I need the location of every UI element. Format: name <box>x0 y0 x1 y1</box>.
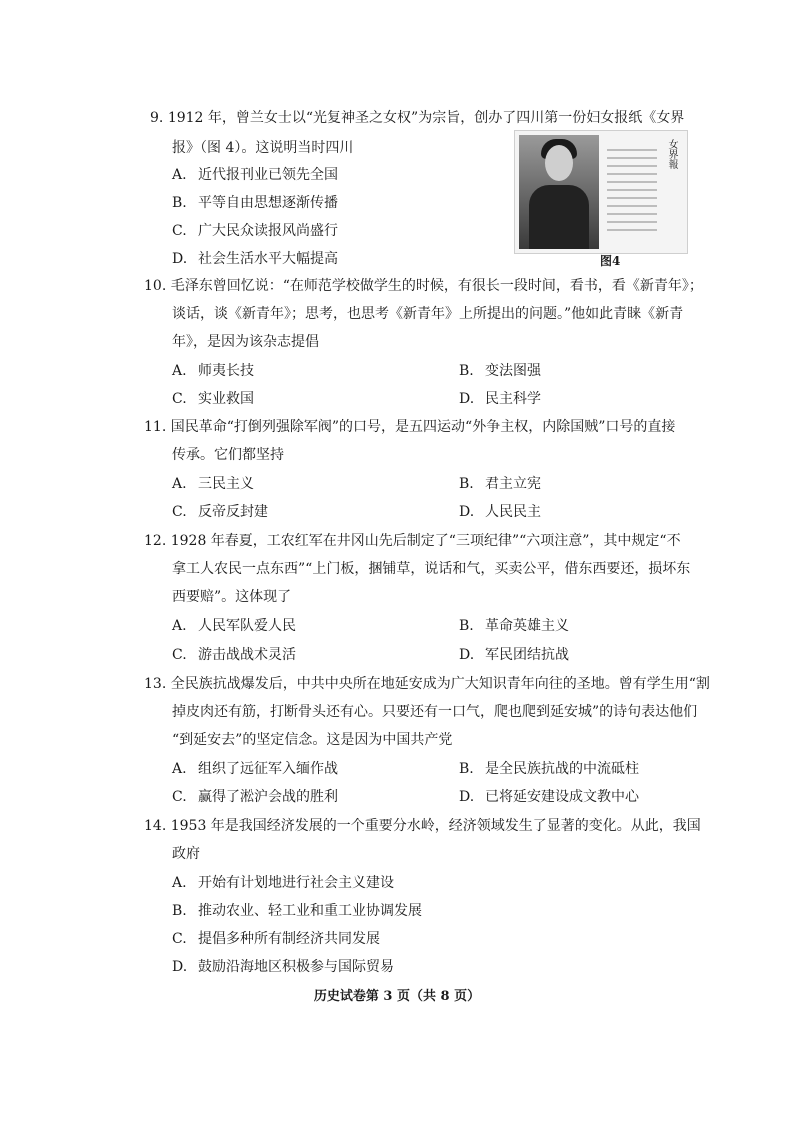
option-11-c[interactable]: C. 反帝反封建 <box>172 504 268 520</box>
question-11-line-2: 传承。它们都坚持 <box>172 447 284 463</box>
question-9-line-1: 9. 1912 年，曾兰女士以“光复神圣之女权”为宗旨，创办了四川第一份妇女报纸《女界 <box>150 110 685 126</box>
portrait-photo <box>519 135 599 249</box>
question-number: 12. <box>144 533 167 549</box>
option-10-a[interactable]: A. 师夷长技 <box>172 363 254 379</box>
question-10-line-3: 年》，是因为该杂志提倡 <box>172 334 319 350</box>
question-number: 9. <box>150 110 164 126</box>
option-9-d[interactable]: D. 社会生活水平大幅提高 <box>172 251 338 267</box>
option-11-a[interactable]: A. 三民主义 <box>172 476 254 492</box>
newspaper-figure <box>514 130 688 254</box>
question-13-line-2: 掉皮肉还有筋，打断骨头还有心。只要还有一口气，爬也爬到延安城”的诗句表达他们 <box>172 704 698 720</box>
option-12-c[interactable]: C. 游击战战术灵活 <box>172 647 296 663</box>
question-9-line-2: 报》（图 4）。这说明当时四川 <box>172 140 354 156</box>
question-12-line-3: 西要赔”。这体现了 <box>172 589 292 605</box>
option-9-c[interactable]: C. 广大民众读报风尚盛行 <box>172 223 338 239</box>
question-12-line-2: 拿工人农民一点东西”“上门板，捆铺草，说话和气，买卖公平，借东西要还，损坏东 <box>172 561 691 577</box>
option-11-b[interactable]: B. 君主立宪 <box>459 476 541 492</box>
option-14-d[interactable]: D. 鼓励沿海地区积极参与国际贸易 <box>172 959 394 975</box>
question-13-line-3: “到延安去”的坚定信念。这是因为中国共产党 <box>172 732 453 748</box>
option-12-b[interactable]: B. 革命英雄主义 <box>459 618 569 634</box>
question-14-line-1: 14. 1953 年是我国经济发展的一个重要分水岭，经济领域发生了显著的变化。从此，我国 <box>144 818 701 834</box>
option-14-b[interactable]: B. 推动农业、轻工业和重工业协调发展 <box>172 903 422 919</box>
figure-caption: 图4 <box>600 254 621 268</box>
option-14-c[interactable]: C. 提倡多种所有制经济共同发展 <box>172 931 380 947</box>
page-footer: 历史试卷第 3 页（共 8 页） <box>313 989 481 1004</box>
question-10-line-2: 谈话，谈《新青年》；思考，也思考《新青年》上所提出的问题。”他如此青睐《新青 <box>172 306 684 322</box>
option-13-c[interactable]: C. 赢得了淞沪会战的胜利 <box>172 789 338 805</box>
option-12-a[interactable]: A. 人民军队爱人民 <box>172 618 296 634</box>
option-11-d[interactable]: D. 人民民主 <box>459 504 541 520</box>
option-9-a[interactable]: A. 近代报刊业已领先全国 <box>172 167 338 183</box>
newspaper-masthead: 女界報 <box>666 139 677 169</box>
newspaper-text-block <box>607 149 657 239</box>
question-number: 14. <box>144 818 167 834</box>
question-10-line-1: 10. 毛泽东曾回忆说：“在师范学校做学生的时候，有很长一段时间，看书，看《新青年》； <box>144 278 703 294</box>
option-13-a[interactable]: A. 组织了远征军入缅作战 <box>172 761 338 777</box>
option-14-a[interactable]: A. 开始有计划地进行社会主义建设 <box>172 875 394 891</box>
question-14-line-2: 政府 <box>172 846 200 862</box>
question-11-line-1: 11. 国民革命“打倒列强除军阀”的口号，是五四运动“外争主权，内除国贼”口号的直接 <box>144 419 676 435</box>
option-13-d[interactable]: D. 已将延安建设成文教中心 <box>459 789 639 805</box>
question-13-line-1: 13. 全民族抗战爆发后，中共中央所在地延安成为广大知识青年向往的圣地。曾有学生用“割 <box>144 676 710 692</box>
question-number: 10. <box>144 278 167 294</box>
question-12-line-1: 12. 1928 年春夏，工农红军在井冈山先后制定了“三项纪律”“六项注意”，其中规定“不 <box>144 533 681 549</box>
option-10-d[interactable]: D. 民主科学 <box>459 391 541 407</box>
option-12-d[interactable]: D. 军民团结抗战 <box>459 647 569 663</box>
option-9-b[interactable]: B. 平等自由思想逐渐传播 <box>172 195 338 211</box>
option-10-b[interactable]: B. 变法图强 <box>459 363 541 379</box>
question-number: 13. <box>144 676 167 692</box>
option-13-b[interactable]: B. 是全民族抗战的中流砥柱 <box>459 761 639 777</box>
question-number: 11. <box>144 419 167 435</box>
option-10-c[interactable]: C. 实业救国 <box>172 391 254 407</box>
